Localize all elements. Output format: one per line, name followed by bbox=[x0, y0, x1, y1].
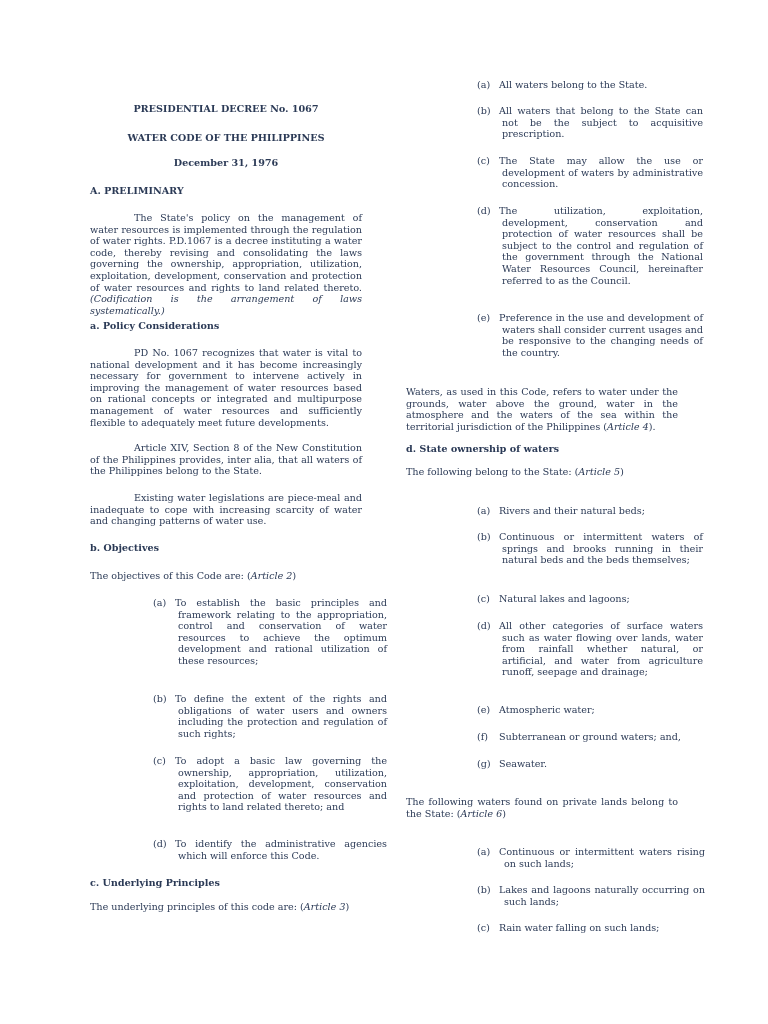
ownership-item: (b) Continuous or intermittent waters of springs and brooks running in their natural beds and the beds themselves; bbox=[477, 532, 703, 567]
ownership-item: (c) Natural lakes and lagoons; bbox=[477, 594, 630, 605]
objective-item: (c) To adopt a basic law governing the ownership, appropriation, utilization, exploitation, development, conservation and protection of water resources and rights to land related thereto; and bbox=[153, 756, 387, 814]
objectives-intro: The objectives of this Code are: (Article 2) bbox=[90, 571, 297, 582]
heading-state-ownership: d. State ownership of waters bbox=[406, 444, 560, 455]
principle-item: (b) All waters that belong to the State can not be the subject to acquisitive prescription. bbox=[477, 106, 703, 141]
codification-note: (Codification is the arrangement of laws systematically.) bbox=[90, 294, 362, 317]
ownership-item: (g) Seawater. bbox=[477, 759, 548, 770]
principles-intro: The underlying principles of this code are: (Article 3) bbox=[90, 902, 350, 913]
heading-preliminary: A. PRELIMINARY bbox=[90, 186, 184, 197]
document-title: PRESIDENTIAL DECREE No. 1067 bbox=[133, 104, 319, 115]
private-lands-item: (a) Continuous or intermittent waters rising on such lands; bbox=[477, 847, 705, 870]
policy-paragraph-2: Article XIV, Section 8 of the New Constitution of the Philippines provides, inter alia, that all waters of the Philippines belong to the State. bbox=[90, 443, 362, 478]
heading-underlying-principles: c. Underlying Principles bbox=[90, 878, 220, 889]
policy-paragraph-3: Existing water legislations are piece-meal and inadequate to cope with increasing scarcity of water and changing patterns of water use. bbox=[90, 493, 362, 528]
private-lands-item: (b) Lakes and lagoons naturally occurring on such lands; bbox=[477, 885, 705, 908]
preliminary-body: The State's policy on the management of water resources is implemented through the regulation of water rights. P.D.1067 is a decree instituting a water code, thereby revising and consolidating the laws governing the ownership, appropriation, utilization, exploitation, development, conservation and protection of water resources and rights to land related thereto. bbox=[90, 213, 362, 294]
private-lands-item: (c) Rain water falling on such lands; bbox=[477, 923, 660, 934]
objective-item: (d) To identify the administrative agencies which will enforce this Code. bbox=[153, 839, 387, 862]
ownership-item: (e) Atmospheric water; bbox=[477, 705, 595, 716]
heading-policy-considerations: a. Policy Considerations bbox=[90, 321, 220, 332]
policy-paragraph-1: PD No. 1067 recognizes that water is vital to national development and it has become increasingly necessary for government to intervene actively in improving the management of water resources based on rational concepts or integrated and multipurpose management of water resources and sufficiently flexible to adequately meet future developments. bbox=[90, 348, 362, 429]
objective-item: (a) To establish the basic principles and framework relating to the appropriation, control and conservation of water resources to achieve the optimum development and rational utilization of these resources; bbox=[153, 598, 387, 667]
waters-definition: Waters, as used in this Code, refers to water under the grounds, water above the ground, water in the atmosphere and the waters of the sea within the territorial jurisdiction of the Philippines (Article 4). bbox=[406, 387, 678, 433]
principle-item: (e) Preference in the use and development of waters shall consider current usages and be responsive to the changing needs of the country. bbox=[477, 313, 703, 359]
heading-objectives: b. Objectives bbox=[90, 543, 160, 554]
principle-item: (a) All waters belong to the State. bbox=[477, 80, 648, 91]
objective-item: (b) To define the extent of the rights and obligations of water users and owners including the protection and regulation of such rights; bbox=[153, 694, 387, 740]
document-date: December 31, 1976 bbox=[173, 158, 279, 169]
private-lands-intro: The following waters found on private lands belong to the State: (Article 6) bbox=[406, 797, 678, 820]
ownership-intro: The following belong to the State: (Article 5) bbox=[406, 467, 624, 478]
preliminary-paragraph bbox=[90, 213, 362, 317]
ownership-item: (d) All other categories of surface waters such as water flowing over lands, water from rainfall whether natural, or artificial, and water from agriculture runoff, seepage and drainage; bbox=[477, 621, 703, 679]
document-subtitle: WATER CODE OF THE PHILIPPINES bbox=[127, 133, 325, 144]
ownership-item: (f) Subterranean or ground waters; and, bbox=[477, 732, 681, 743]
principle-item: (c) The State may allow the use or development of waters by administrative concession. bbox=[477, 156, 703, 191]
principle-item: (d) The utilization, exploitation, development, conservation and protection of water resources shall be subject to the control and regulation of the government through the National Water Resources Council, hereinafter referred to as the Council. bbox=[477, 206, 703, 287]
ownership-item: (a) Rivers and their natural beds; bbox=[477, 506, 645, 517]
